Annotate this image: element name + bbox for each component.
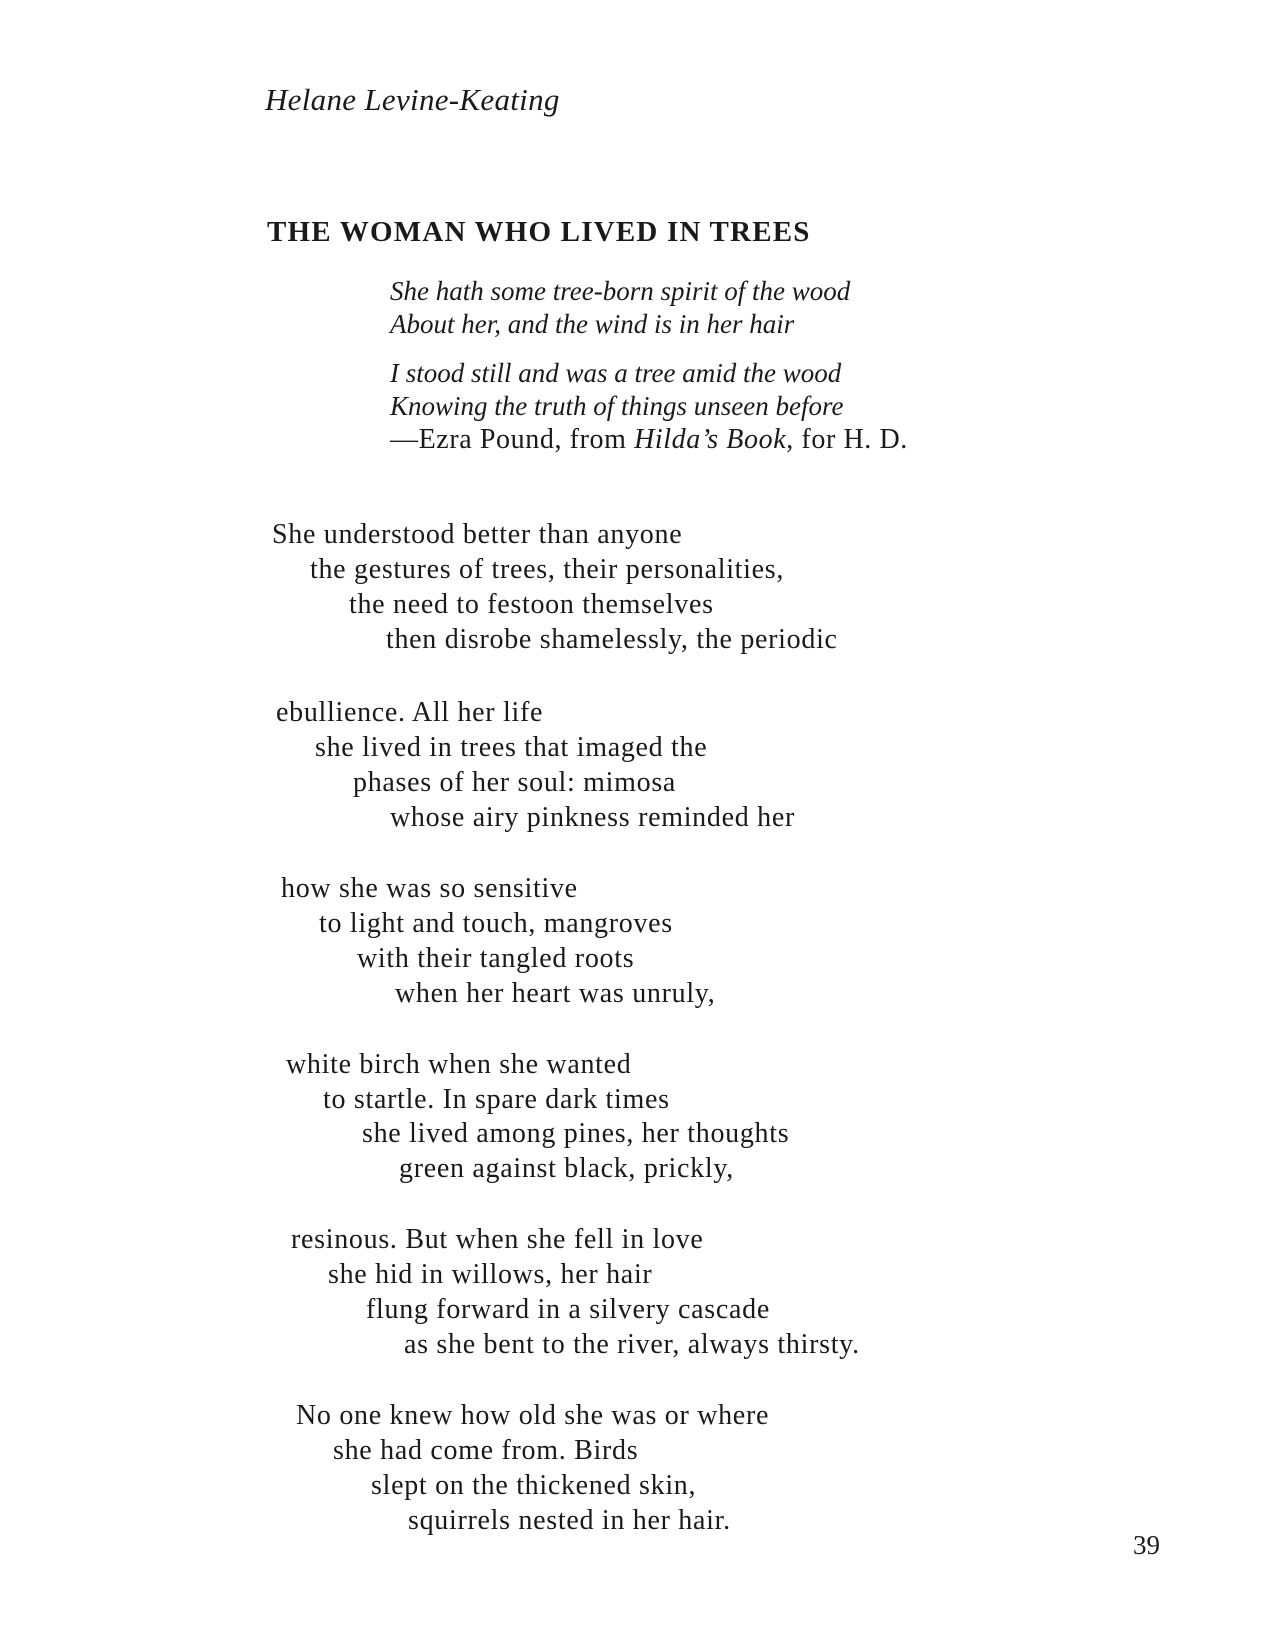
epigraph-line: I stood still and was a tree amid the wood [390,358,842,388]
epigraph-line: About her, and the wind is in her hair [390,309,795,339]
poem-line: the gestures of trees, their personalities, [310,554,785,585]
poem-line: slept on the thickened skin, [371,1470,697,1501]
poem-line: to startle. In spare dark times [323,1084,670,1115]
poem-line: then disrobe shamelessly, the periodic [386,624,838,655]
epigraph-line: Knowing the truth of things unseen before [390,391,844,421]
poem-line: ebullience. All her life [276,697,544,728]
poem-line: phases of her soul: mimosa [353,767,677,798]
poem-line: flung forward in a silvery cascade [366,1294,770,1325]
poem-line: whose airy pinkness reminded her [390,802,795,833]
epigraph-attribution [390,424,908,456]
poem-line: green against black, prickly, [399,1153,734,1184]
poem-line: as she bent to the river, always thirsty. [404,1329,860,1360]
poem-line: she hid in willows, her hair [328,1259,653,1290]
poem-line: she lived among pines, her thoughts [362,1118,790,1149]
poem-line: to light and touch, mangroves [319,908,673,939]
page-number: 39 [1133,1530,1160,1560]
author-name: Helane Levine-Keating [265,82,560,117]
poem-line: No one knew how old she was or where [296,1400,770,1431]
epigraph-line: She hath some tree-born spirit of the wood [390,276,851,306]
attribution-prefix: —Ezra Pound, from [390,424,635,455]
poem-line: She understood better than anyone [272,519,683,550]
poem-line: she lived in trees that imaged the [315,732,708,763]
poem-line: how she was so sensitive [281,873,578,904]
poem-line: with their tangled roots [357,943,635,974]
poem-line: resinous. But when she fell in love [291,1224,704,1255]
poem-title: THE WOMAN WHO LIVED IN TREES [267,216,811,248]
attribution-book-title: Hilda’s Book [634,424,787,455]
attribution-suffix: , for H. D. [786,424,908,455]
poem-line: the need to festoon themselves [349,589,714,620]
poem-line: squirrels nested in her hair. [408,1505,731,1536]
poem-line: when her heart was unruly, [395,978,716,1009]
poem-line: she had come from. Birds [333,1435,639,1466]
poem-line: white birch when she wanted [286,1049,632,1080]
